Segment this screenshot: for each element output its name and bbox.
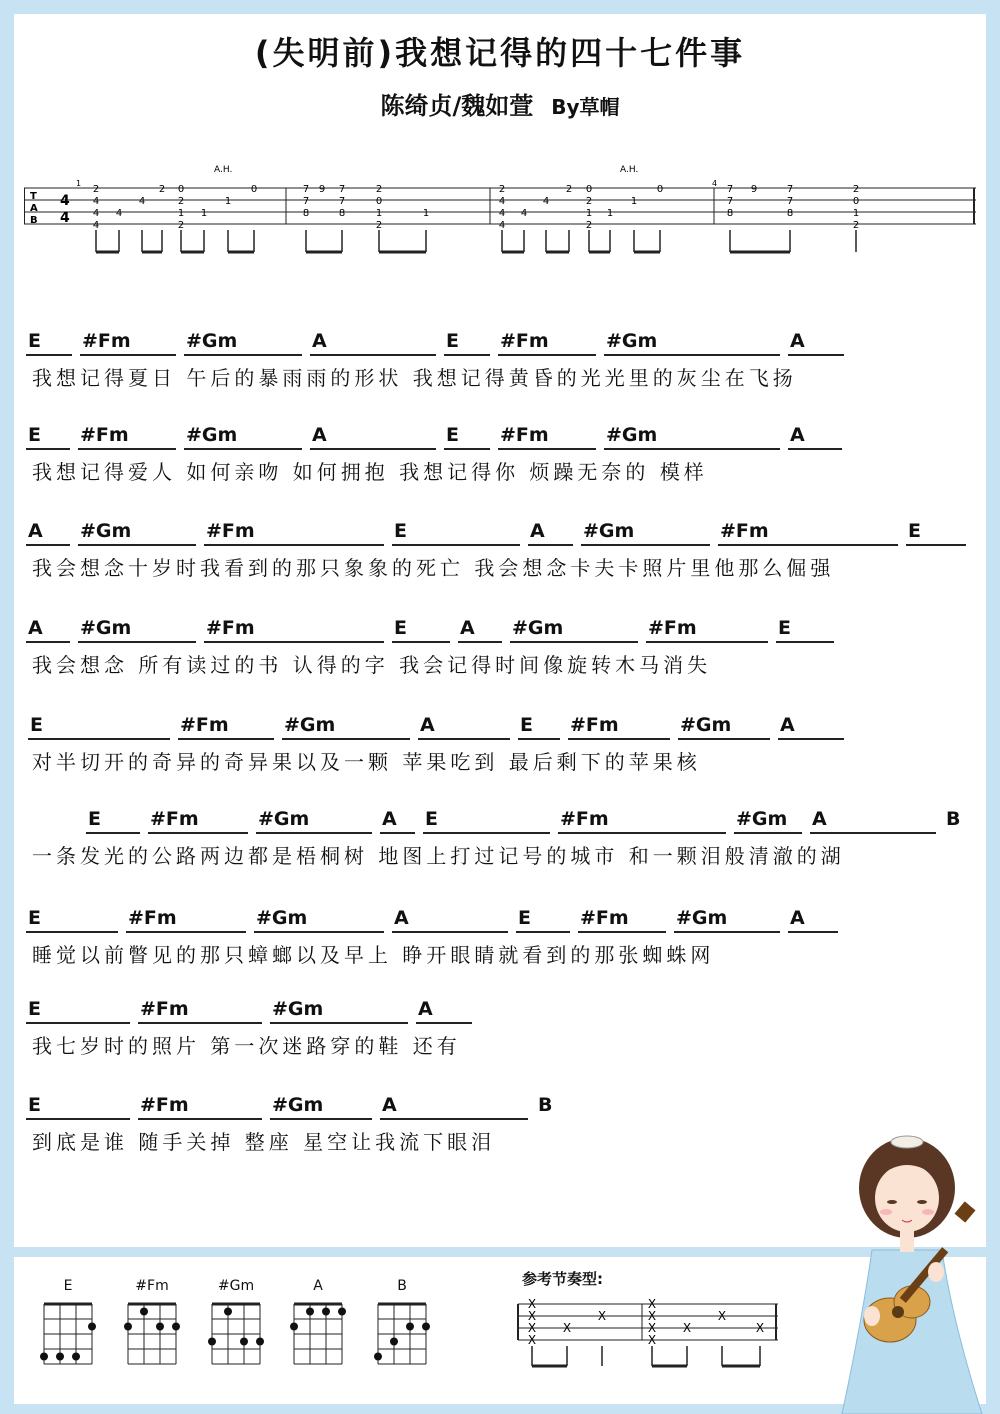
chord-label: #Gm	[80, 617, 132, 639]
chord-rule	[380, 832, 415, 834]
chord-rule	[734, 832, 802, 834]
chord-rule	[678, 738, 770, 740]
svg-text:2: 2	[585, 220, 593, 231]
chord-label: A	[530, 520, 545, 542]
svg-text:4: 4	[115, 208, 123, 219]
chord-label: A	[420, 714, 435, 736]
chord-label: E	[394, 617, 407, 639]
chord-label: E	[520, 714, 533, 736]
svg-text:7: 7	[726, 196, 734, 207]
svg-text:X: X	[562, 1321, 572, 1335]
chord-rule	[718, 544, 898, 546]
chord-label: A	[418, 998, 433, 1020]
chord-rule	[78, 641, 196, 643]
chord-label: #Fm	[140, 998, 189, 1020]
svg-text:1: 1	[177, 208, 185, 219]
lyric-line	[0, 907, 1000, 977]
lyric-text: 我会想念 所有读过的书 认得的字 我会记得时间像旋转木马消失	[32, 653, 712, 677]
chord-label: E	[394, 520, 407, 542]
chord-label: #Gm	[606, 330, 658, 352]
chord-rule	[776, 641, 834, 643]
chord-label: #Fm	[206, 520, 255, 542]
chord-label: #Gm	[284, 714, 336, 736]
chord-rule	[392, 931, 508, 933]
chord-rule	[810, 832, 936, 834]
chord-label: A	[382, 1094, 397, 1116]
chord-label: #Fm	[150, 808, 199, 830]
chord-rule	[138, 1022, 262, 1024]
chord-rule	[254, 931, 384, 933]
svg-text:4: 4	[498, 220, 506, 231]
svg-text:1: 1	[375, 208, 383, 219]
svg-text:2: 2	[585, 196, 593, 207]
chord-rule	[270, 1022, 408, 1024]
chord-rule	[126, 931, 246, 933]
chord-label: E	[28, 907, 41, 929]
svg-text:4: 4	[92, 208, 100, 219]
harmonic-mark: A.H.	[214, 165, 233, 175]
chord-rule	[184, 354, 302, 356]
svg-text:8: 8	[302, 208, 310, 219]
svg-text:9: 9	[750, 184, 758, 195]
chord-label: A	[790, 424, 805, 446]
chord-rule	[380, 1118, 528, 1120]
chord-rule	[78, 448, 176, 450]
chord-rule	[498, 448, 596, 450]
chord-rule	[392, 641, 450, 643]
svg-text:0: 0	[585, 184, 593, 195]
harmonic-mark: A.H.	[620, 165, 639, 175]
svg-text:7: 7	[338, 196, 346, 207]
chord-label: #Fm	[648, 617, 697, 639]
chord-rule	[788, 354, 844, 356]
chord-rule	[528, 544, 573, 546]
svg-text:2: 2	[177, 196, 185, 207]
tab-letter-t: T	[30, 191, 37, 202]
chord-label: #Gm	[186, 424, 238, 446]
chord-rule	[674, 931, 780, 933]
chord-rule	[558, 832, 726, 834]
svg-text:X: X	[527, 1321, 537, 1335]
lyric-line	[0, 520, 1000, 590]
lyric-text: 对半切开的奇异的奇异果以及一颗 苹果吃到 最后剩下的苹果核	[32, 750, 701, 774]
chord-rule	[178, 738, 274, 740]
lyric-line	[0, 808, 1000, 878]
chord-rule	[416, 1022, 472, 1024]
svg-text:7: 7	[726, 184, 734, 195]
svg-text:1: 1	[630, 196, 638, 207]
rhythm-pattern	[512, 1296, 782, 1371]
rhythm-title: 参考节奏型:	[522, 1270, 603, 1288]
svg-text:X: X	[717, 1309, 727, 1323]
chord-label: #Fm	[82, 330, 131, 352]
chord-label: A	[28, 617, 43, 639]
chord-label: #Gm	[272, 1094, 324, 1116]
svg-text:7: 7	[302, 196, 310, 207]
svg-text:7: 7	[786, 196, 794, 207]
chord-label: #Fm	[206, 617, 255, 639]
chord-label: E	[908, 520, 921, 542]
chord-label: #Fm	[140, 1094, 189, 1116]
chord-label: B	[538, 1094, 553, 1116]
chord-label: B	[946, 808, 961, 830]
chord-label: #Gm	[258, 808, 310, 830]
chord-label: E	[28, 330, 41, 352]
chord-label: A	[28, 520, 43, 542]
chord-rule	[418, 738, 510, 740]
chord-rule	[204, 641, 384, 643]
lyric-line	[0, 424, 1000, 494]
svg-text:8: 8	[786, 208, 794, 219]
measure-number: 1	[76, 179, 82, 188]
chord-rule	[310, 354, 436, 356]
chord-rule	[568, 738, 670, 740]
chord-rule	[78, 544, 196, 546]
svg-text:2: 2	[498, 184, 506, 195]
chord-rule	[458, 641, 502, 643]
chord-label: A	[780, 714, 795, 736]
lyric-text: 睡觉以前瞥见的那只蟑螂以及早上 睁开眼睛就看到的那张蜘蛛网	[32, 943, 715, 967]
lyric-text: 到底是谁 随手关掉 整座 星空让我流下眼泪	[32, 1130, 496, 1154]
measure-number: 4	[712, 179, 718, 188]
chord-rule	[516, 931, 570, 933]
fretboard-grid	[288, 1300, 348, 1370]
lyric-line	[0, 330, 1000, 400]
chord-label: E	[446, 424, 459, 446]
chord-rule	[26, 1022, 130, 1024]
intro-tab-staff	[24, 160, 979, 260]
chord-label: #Gm	[186, 330, 238, 352]
chord-rule	[282, 738, 410, 740]
fretboard-grid	[372, 1300, 432, 1370]
chord-label: E	[518, 907, 531, 929]
svg-text:2: 2	[565, 184, 573, 195]
lyric-line	[0, 998, 1000, 1068]
song-title: (失明前)我想记得的四十七件事	[254, 34, 746, 72]
svg-text:2: 2	[375, 184, 383, 195]
chord-rule	[518, 738, 560, 740]
svg-text:1: 1	[224, 196, 232, 207]
chord-label: E	[28, 424, 41, 446]
svg-text:X: X	[647, 1297, 657, 1311]
chord-label: #Fm	[180, 714, 229, 736]
chord-label: E	[425, 808, 438, 830]
svg-text:X: X	[647, 1309, 657, 1323]
chord-label: #Gm	[676, 907, 728, 929]
svg-text:X: X	[647, 1333, 657, 1347]
chord-label: A	[382, 808, 397, 830]
svg-text:8: 8	[338, 208, 346, 219]
tab-letter-b: B	[30, 215, 38, 226]
chord-label: E	[28, 998, 41, 1020]
chord-label: A	[812, 808, 827, 830]
chord-label: A	[312, 424, 327, 446]
fretboard-grid	[122, 1300, 182, 1370]
chord-rule	[578, 931, 666, 933]
svg-text:2: 2	[375, 220, 383, 231]
svg-text:0: 0	[852, 196, 860, 207]
chord-label: #Fm	[500, 424, 549, 446]
chord-label: #Fm	[500, 330, 549, 352]
lyric-text: 我想记得爱人 如何亲吻 如何拥抱 我想记得你 烦躁无奈的 模样	[32, 460, 708, 484]
chord-label: #Gm	[272, 998, 324, 1020]
chord-rule	[310, 448, 436, 450]
chord-diagram-name: #Fm	[135, 1278, 169, 1294]
chord-label: E	[88, 808, 101, 830]
svg-text:X: X	[755, 1321, 765, 1335]
chord-rule	[270, 1118, 372, 1120]
svg-text:1: 1	[422, 208, 430, 219]
svg-text:1: 1	[200, 208, 208, 219]
chord-label: #Fm	[570, 714, 619, 736]
chord-label: A	[460, 617, 475, 639]
svg-text:7: 7	[302, 184, 310, 195]
chord-label: E	[28, 1094, 41, 1116]
chord-label: #Fm	[560, 808, 609, 830]
chord-rule	[26, 448, 70, 450]
svg-text:X: X	[682, 1321, 692, 1335]
svg-text:8: 8	[726, 208, 734, 219]
lyric-text: 一条发光的公路两边都是梧桐树 地图上打过记号的城市 和一颗泪般清澈的湖	[32, 844, 845, 868]
chord-label: A	[312, 330, 327, 352]
svg-text:7: 7	[338, 184, 346, 195]
svg-text:X: X	[597, 1309, 607, 1323]
chord-rule	[26, 544, 70, 546]
svg-text:2: 2	[177, 220, 185, 231]
chord-rule	[26, 641, 70, 643]
svg-text:4: 4	[92, 220, 100, 231]
chord-rule	[26, 354, 72, 356]
chord-rule	[148, 832, 248, 834]
lyric-text: 我七岁时的照片 第一次迷路穿的鞋 还有	[32, 1034, 461, 1058]
artists: 陈绮贞/魏如萱	[380, 92, 534, 120]
fretboard-grid	[206, 1300, 266, 1370]
chord-label: #Fm	[720, 520, 769, 542]
svg-text:4: 4	[498, 208, 506, 219]
chord-diagram-name: E	[63, 1278, 73, 1294]
chord-label: A	[790, 330, 805, 352]
chord-rule	[604, 354, 780, 356]
chord-rule	[28, 738, 170, 740]
chord-rule	[510, 641, 638, 643]
svg-text:2: 2	[158, 184, 166, 195]
girl-with-ukulele-illustration	[832, 1120, 990, 1414]
svg-text:1: 1	[585, 208, 593, 219]
svg-text:1: 1	[852, 208, 860, 219]
svg-text:4: 4	[138, 196, 146, 207]
lyric-line	[0, 714, 1000, 784]
chord-label: E	[30, 714, 43, 736]
svg-text:9: 9	[318, 184, 326, 195]
chord-rule	[906, 544, 966, 546]
chord-label: #Fm	[580, 907, 629, 929]
chord-rule	[86, 832, 140, 834]
chord-label: #Gm	[736, 808, 788, 830]
lyric-text: 我想记得夏日 午后的暴雨雨的形状 我想记得黄昏的光光里的灰尘在飞扬	[32, 366, 797, 390]
arranger: By草帽	[551, 95, 620, 119]
time-sig-bottom: 4	[60, 210, 70, 226]
svg-text:X: X	[647, 1321, 657, 1335]
chord-label: E	[778, 617, 791, 639]
chord-label: #Gm	[606, 424, 658, 446]
lyric-line	[0, 617, 1000, 687]
chord-rule	[80, 354, 176, 356]
svg-text:4: 4	[542, 196, 550, 207]
chord-rule	[788, 931, 838, 933]
chord-rule	[788, 448, 842, 450]
chord-rule	[26, 1118, 130, 1120]
chord-rule	[204, 544, 384, 546]
chord-label: #Fm	[80, 424, 129, 446]
chord-label: A	[790, 907, 805, 929]
chord-rule	[444, 354, 490, 356]
chord-label: #Gm	[512, 617, 564, 639]
chord-rule	[778, 738, 844, 740]
chord-rule	[138, 1118, 262, 1120]
chord-diagram-name: B	[397, 1278, 407, 1294]
svg-text:X: X	[527, 1297, 537, 1311]
svg-text:7: 7	[786, 184, 794, 195]
chord-rule	[444, 448, 490, 450]
chord-rule	[392, 544, 520, 546]
chord-rule	[256, 832, 372, 834]
svg-text:4: 4	[498, 196, 506, 207]
chord-label: #Gm	[680, 714, 732, 736]
svg-text:4: 4	[520, 208, 528, 219]
chord-diagram-name: #Gm	[217, 1278, 255, 1294]
tab-letter-a: A	[30, 203, 38, 214]
chord-label: #Gm	[80, 520, 132, 542]
chord-label: #Gm	[583, 520, 635, 542]
chord-label: E	[446, 330, 459, 352]
svg-text:2: 2	[852, 184, 860, 195]
fretboard-grid	[38, 1300, 98, 1370]
chord-rule	[581, 544, 710, 546]
chord-rule	[26, 931, 118, 933]
svg-text:X: X	[527, 1333, 537, 1347]
chord-rule	[423, 832, 550, 834]
chord-diagram-name: A	[313, 1278, 323, 1294]
svg-text:2: 2	[852, 220, 860, 231]
lyric-text: 我会想念十岁时我看到的那只象象的死亡 我会想念卡夫卡照片里他那么倔强	[32, 556, 835, 580]
tab-rhythm-stems	[96, 230, 856, 252]
chord-rule	[646, 641, 768, 643]
chord-label: #Fm	[128, 907, 177, 929]
svg-text:0: 0	[656, 184, 664, 195]
svg-text:2: 2	[92, 184, 100, 195]
chord-label: A	[394, 907, 409, 929]
svg-text:0: 0	[250, 184, 258, 195]
svg-text:4: 4	[92, 196, 100, 207]
chord-label: #Gm	[256, 907, 308, 929]
svg-text:0: 0	[375, 196, 383, 207]
chord-rule	[184, 448, 302, 450]
svg-text:X: X	[527, 1309, 537, 1323]
time-sig-top: 4	[60, 193, 70, 209]
svg-text:1: 1	[606, 208, 614, 219]
chord-rule	[604, 448, 780, 450]
chord-rule	[498, 354, 596, 356]
song-subtitle	[0, 86, 1000, 121]
svg-text:0: 0	[177, 184, 185, 195]
